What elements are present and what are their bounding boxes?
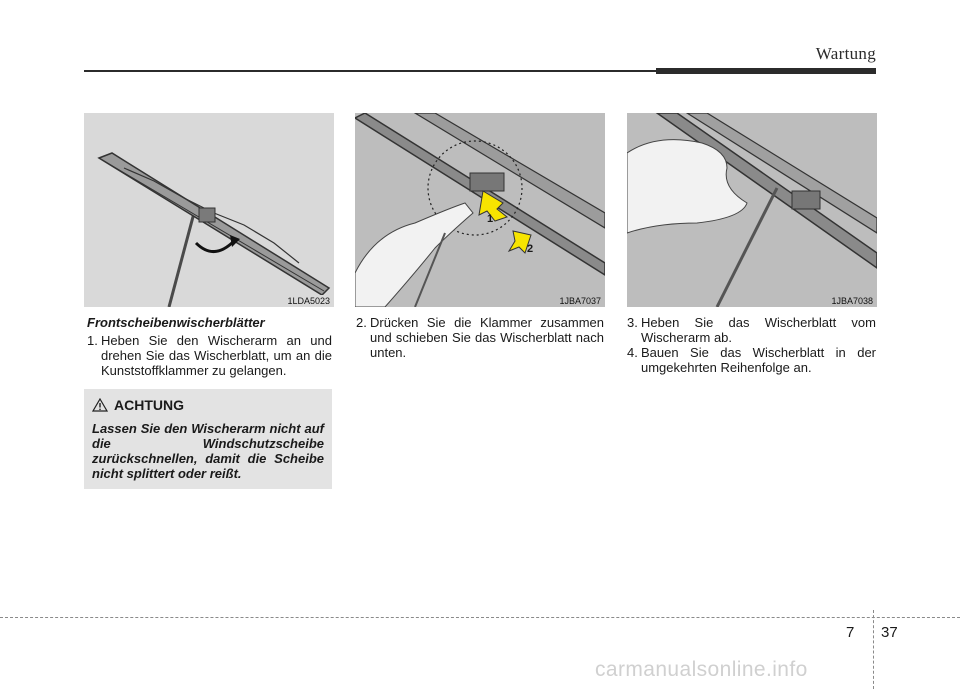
warning-title: ACHTUNG	[114, 397, 184, 413]
warning-text: Lassen Sie den Wischerarm nicht auf die Windschutzscheibe zurückschnellen, damit die Scheibe nicht splittert oder reißt.	[92, 421, 324, 481]
step-number: 1.	[87, 333, 98, 348]
header-title: Wartung	[815, 44, 876, 63]
step-2	[356, 315, 604, 360]
warning-triangle-icon	[92, 398, 108, 412]
watermark: carmanualsonline.info	[595, 658, 808, 681]
callout-2: 2	[527, 243, 534, 255]
step-text: Heben Sie das Wischerblatt vom Wischerarm ab.	[641, 315, 876, 345]
step-number: 2.	[356, 315, 367, 330]
step-4	[627, 345, 876, 375]
figure-wiper-blade-lift	[627, 113, 877, 307]
wiper-blade-lift-illustration	[627, 113, 877, 307]
column-1	[87, 315, 332, 378]
column-2	[356, 315, 604, 360]
figure-code: 1LDA5023	[287, 296, 330, 306]
wiper-clip-press-illustration	[355, 113, 605, 307]
warning-box	[84, 389, 332, 489]
step-number: 4.	[627, 345, 638, 360]
warning-header	[92, 397, 184, 413]
figure-code: 1JBA7037	[559, 296, 601, 306]
section-subheading: Frontscheibenwischerblätter	[87, 315, 265, 330]
callout-1: 1	[487, 213, 494, 225]
page-number: 37	[881, 624, 898, 641]
wiper-arm-rotate-illustration	[84, 113, 334, 307]
footer-divider	[873, 610, 874, 689]
step-1	[87, 333, 332, 378]
step-text: Bauen Sie das Wischerblatt in der umgekehrten Reihenfolge an.	[641, 345, 876, 375]
figure-wiper-arm-rotate	[84, 113, 334, 307]
step-3	[627, 315, 876, 345]
footer-rule	[0, 617, 960, 618]
column-3	[627, 315, 876, 375]
step-text: Drücken Sie die Klammer zusammen und schieben Sie das Wischerblatt nach unten.	[370, 315, 604, 360]
figure-wiper-clip-press	[355, 113, 605, 307]
step-text: Heben Sie den Wischerarm an und drehen Sie das Wischerblatt, um an die Kunststoffklammer zu gelangen.	[101, 333, 332, 378]
chapter-number: 7	[846, 624, 855, 641]
step-number: 3.	[627, 315, 638, 330]
header-bar	[656, 68, 876, 74]
figure-code: 1JBA7038	[831, 296, 873, 306]
